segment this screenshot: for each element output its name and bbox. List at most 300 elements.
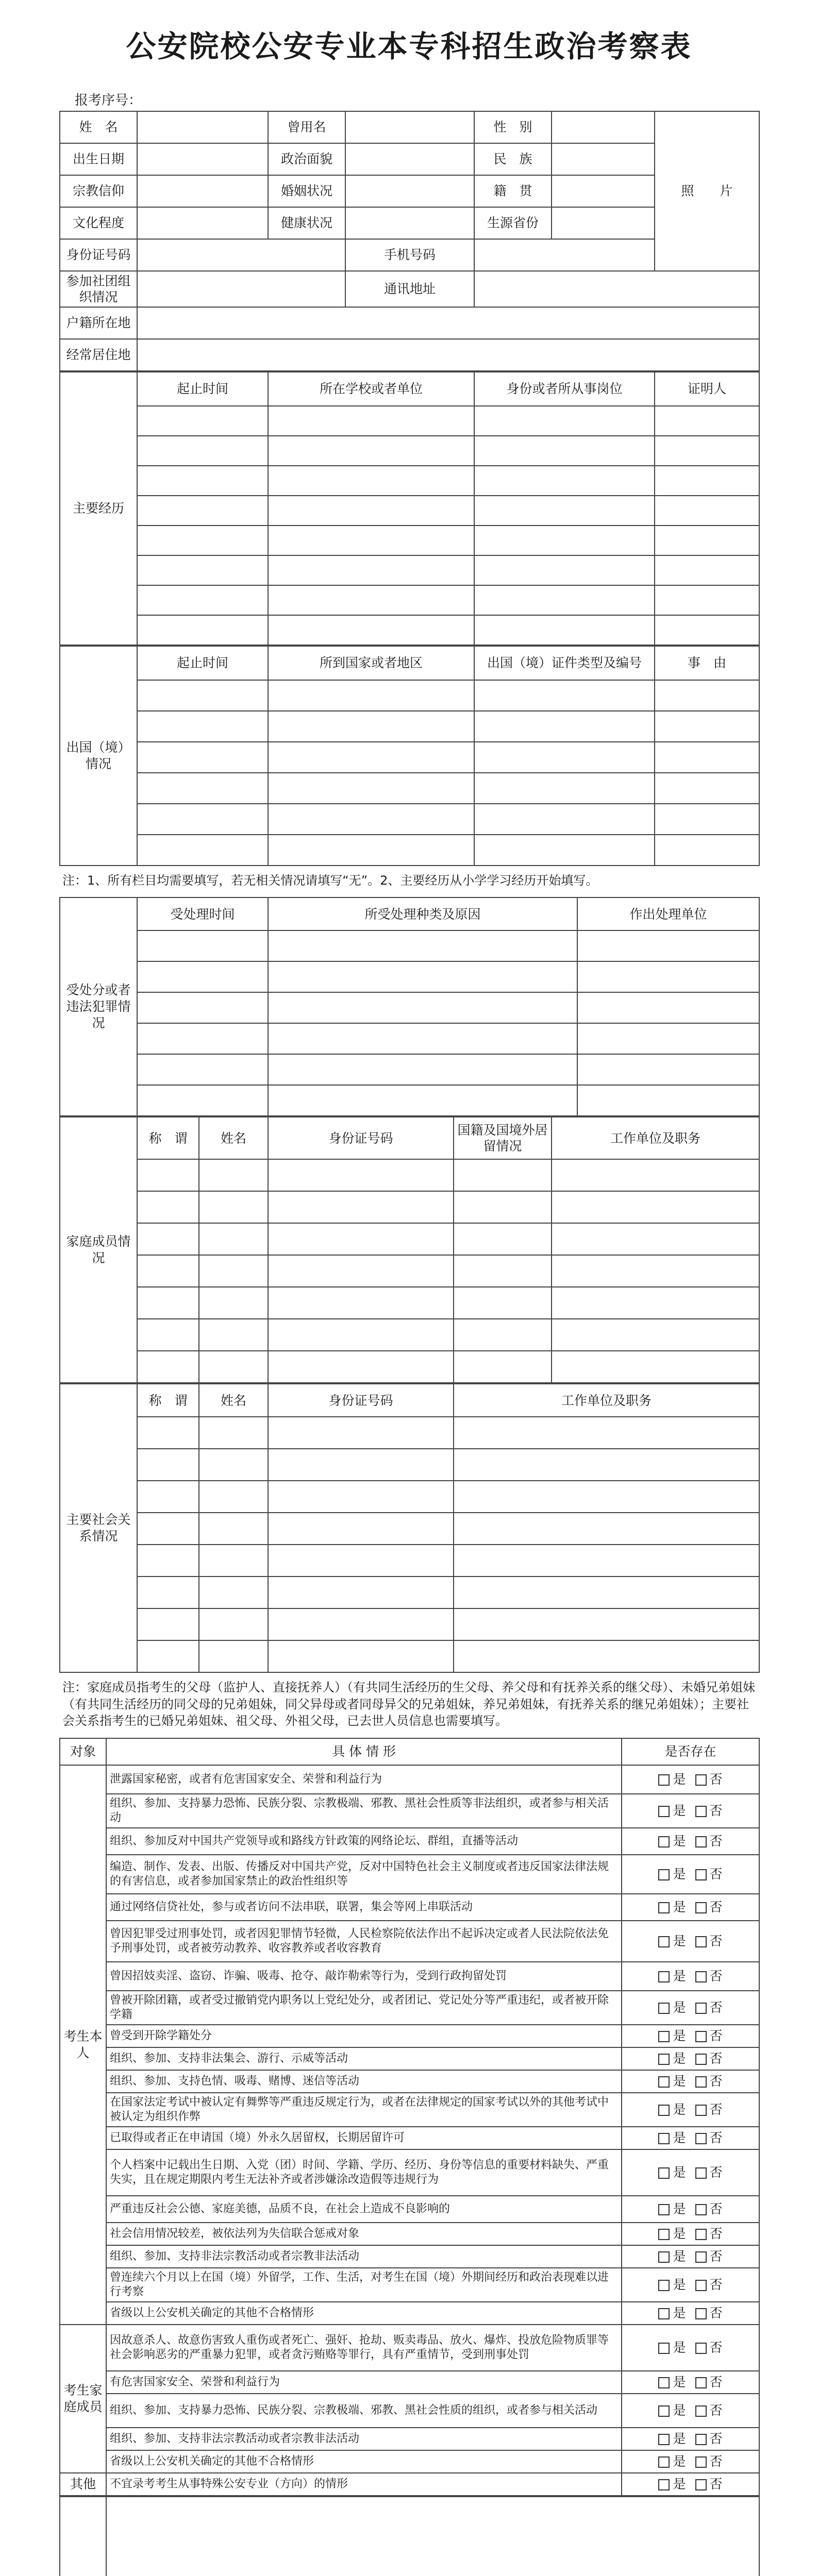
hukou-label: 户籍所在地 (60, 307, 137, 339)
social-cell[interactable] (137, 1449, 199, 1481)
no-checkbox[interactable] (695, 1936, 707, 1947)
punish-cell[interactable] (137, 930, 268, 961)
family-cell[interactable] (268, 1191, 454, 1223)
no-label: 否 (709, 1968, 723, 1984)
social-cell[interactable] (268, 1577, 454, 1608)
check-col-exists: 是否存在 (622, 1738, 759, 1765)
abroad-cell[interactable] (655, 804, 759, 835)
family-col-name: 姓名 (199, 1117, 268, 1159)
resume-cell[interactable] (137, 615, 268, 645)
yes-label: 是 (673, 1833, 686, 1849)
punish-cell[interactable] (137, 1085, 268, 1116)
no-label: 否 (709, 1833, 723, 1849)
abroad-cell[interactable] (474, 680, 655, 711)
family-cell[interactable] (454, 1223, 552, 1255)
family-label: 家庭成员情况 (60, 1117, 137, 1383)
social-cell[interactable] (268, 1417, 454, 1449)
yes-checkbox[interactable] (658, 2343, 670, 2354)
check-table (59, 1738, 760, 2496)
resume-cell[interactable] (137, 436, 268, 466)
id-number-label: 身份证号码 (60, 239, 137, 271)
no-checkbox[interactable] (695, 1806, 707, 1817)
no-label: 否 (709, 2476, 723, 2492)
yes-label: 是 (673, 1933, 686, 1948)
abroad-cell[interactable] (137, 835, 268, 866)
social-cell[interactable] (199, 1481, 268, 1513)
yes-label: 是 (673, 1803, 686, 1818)
remarks-table (59, 2496, 760, 2576)
social-cell[interactable] (268, 1513, 454, 1545)
family-cell[interactable] (268, 1287, 454, 1319)
yes-label: 是 (673, 1866, 686, 1882)
family-cell[interactable] (199, 1319, 268, 1351)
yes-label: 是 (673, 2073, 686, 2089)
social-cell[interactable] (454, 1513, 759, 1545)
social-cell[interactable] (199, 1608, 268, 1640)
family-cell[interactable] (552, 1351, 759, 1383)
punish-cell[interactable] (577, 961, 759, 992)
yes-checkbox[interactable] (658, 1774, 670, 1786)
yes-checkbox[interactable] (658, 2003, 670, 2014)
family-cell[interactable] (552, 1159, 759, 1191)
check-answer (622, 2394, 759, 2428)
social-cell[interactable] (268, 1608, 454, 1640)
no-checkbox[interactable] (695, 1869, 707, 1880)
no-checkbox[interactable] (695, 2003, 707, 2014)
abroad-cell[interactable] (268, 711, 474, 742)
no-checkbox[interactable] (695, 2076, 707, 2088)
yes-label: 是 (673, 1899, 686, 1914)
abroad-cell[interactable] (655, 835, 759, 866)
check-row (60, 1828, 759, 1855)
name-field[interactable] (137, 111, 268, 143)
abroad-cell[interactable] (137, 711, 268, 742)
yes-checkbox[interactable] (658, 1806, 670, 1817)
yes-checkbox[interactable] (658, 2076, 670, 2088)
family-cell[interactable] (137, 1287, 199, 1319)
abroad-cell[interactable] (655, 773, 759, 804)
resume-cell[interactable] (655, 615, 759, 645)
punish-cell[interactable] (268, 961, 577, 992)
no-checkbox[interactable] (695, 2343, 707, 2354)
no-label: 否 (709, 2305, 723, 2320)
social-cell[interactable] (137, 1417, 199, 1449)
yes-checkbox[interactable] (658, 2204, 670, 2215)
no-checkbox[interactable] (695, 2405, 707, 2417)
check-row (60, 2428, 759, 2450)
family-cell[interactable] (137, 1191, 199, 1223)
no-label: 否 (709, 2374, 723, 2389)
social-cell[interactable] (268, 1545, 454, 1577)
yes-checkbox[interactable] (658, 1936, 670, 1947)
family-cell[interactable] (199, 1255, 268, 1287)
origin-province-field[interactable] (552, 207, 655, 239)
check-item-text: 已取得或者正在申请国（境）外永久居留权，长期居留许可 (106, 2127, 622, 2149)
abroad-cell[interactable] (137, 773, 268, 804)
resume-cell[interactable] (268, 555, 474, 585)
family-cell[interactable] (268, 1159, 454, 1191)
family-cell[interactable] (454, 1159, 552, 1191)
punish-cell[interactable] (137, 992, 268, 1023)
punish-table (59, 897, 760, 1116)
resume-cell[interactable] (474, 406, 655, 436)
yes-checkbox[interactable] (658, 2054, 670, 2065)
resume-cell[interactable] (474, 585, 655, 615)
abroad-cell[interactable] (655, 711, 759, 742)
social-cell[interactable] (137, 1577, 199, 1608)
family-cell[interactable] (454, 1191, 552, 1223)
no-label: 否 (709, 2402, 723, 2418)
social-col-id: 身份证号码 (268, 1384, 454, 1417)
birth-date-field[interactable] (137, 143, 268, 175)
check-answer (622, 2450, 759, 2473)
abroad-cell[interactable] (474, 773, 655, 804)
check-answer (622, 2127, 759, 2149)
abroad-cell[interactable] (474, 742, 655, 773)
check-item-text: 组织、参加、支持色情、吸毒、赌博、迷信等活动 (106, 2070, 622, 2093)
no-label: 否 (709, 1866, 723, 1882)
check-answer (622, 1921, 759, 1962)
check-item-text: 有危害国家安全、荣誉和利益行为 (106, 2371, 622, 2394)
family-cell[interactable] (137, 1223, 199, 1255)
yes-checkbox[interactable] (658, 2434, 670, 2445)
family-cell[interactable] (268, 1223, 454, 1255)
resume-cell[interactable] (474, 436, 655, 466)
yes-checkbox[interactable] (658, 1836, 670, 1848)
check-row (60, 2127, 759, 2149)
check-answer (622, 1855, 759, 1894)
photo-box[interactable]: 照 片 (655, 111, 759, 271)
social-cell[interactable] (199, 1577, 268, 1608)
no-checkbox[interactable] (695, 2105, 707, 2116)
family-cell[interactable] (268, 1351, 454, 1383)
social-cell[interactable] (199, 1513, 268, 1545)
yes-label: 是 (673, 2248, 686, 2264)
resume-cell[interactable] (268, 436, 474, 466)
resume-cell[interactable] (137, 555, 268, 585)
resume-cell[interactable] (474, 496, 655, 526)
family-cell[interactable] (268, 1255, 454, 1287)
social-cell[interactable] (137, 1640, 199, 1672)
check-answer (622, 2473, 759, 2496)
yes-checkbox[interactable] (658, 1971, 670, 1982)
phone-field[interactable] (474, 239, 655, 271)
check-answer (622, 2149, 759, 2196)
no-checkbox[interactable] (695, 2251, 707, 2263)
abroad-cell[interactable] (137, 680, 268, 711)
resume-cell[interactable] (268, 585, 474, 615)
no-label: 否 (709, 2050, 723, 2066)
resume-cell[interactable] (268, 406, 474, 436)
no-label: 否 (709, 2340, 723, 2355)
remarks-field[interactable] (106, 2497, 759, 2576)
yes-label: 是 (673, 2164, 686, 2180)
family-cell[interactable] (454, 1319, 552, 1351)
abroad-cell[interactable] (268, 773, 474, 804)
no-checkbox[interactable] (695, 2167, 707, 2179)
family-col-id: 身份证号码 (268, 1117, 454, 1159)
social-cell[interactable] (199, 1640, 268, 1672)
resume-cell[interactable] (655, 555, 759, 585)
check-answer (622, 2047, 759, 2070)
check-col-situation: 具 体 情 形 (106, 1738, 622, 1765)
yes-label: 是 (673, 2050, 686, 2066)
check-row (60, 2223, 759, 2245)
no-checkbox[interactable] (695, 2434, 707, 2445)
resume-cell[interactable] (268, 526, 474, 555)
yes-label: 是 (673, 2374, 686, 2389)
health-field[interactable] (345, 207, 474, 239)
no-checkbox[interactable] (695, 2204, 707, 2215)
yes-label: 是 (673, 1771, 686, 1787)
family-cell[interactable] (137, 1319, 199, 1351)
resume-cell[interactable] (474, 466, 655, 496)
abroad-cell[interactable] (474, 711, 655, 742)
social-cell[interactable] (454, 1545, 759, 1577)
check-item-text: 编造、制作、发表、出版、传播反对中国共产党，反对中国特色社会主义制度或者违反国家法律法规的有害信息，或者参加国家禁止的政治性组织等 (106, 1855, 622, 1894)
resume-cell[interactable] (474, 526, 655, 555)
family-cell[interactable] (552, 1319, 759, 1351)
yes-label: 是 (673, 2226, 686, 2241)
check-answer (622, 2325, 759, 2371)
abroad-cell[interactable] (137, 804, 268, 835)
org-field[interactable] (137, 271, 345, 307)
yes-label: 是 (673, 2277, 686, 2292)
yes-checkbox[interactable] (658, 1869, 670, 1880)
check-row (60, 2394, 759, 2428)
resume-cell[interactable] (137, 466, 268, 496)
no-checkbox[interactable] (695, 1836, 707, 1848)
resume-cell[interactable] (137, 496, 268, 526)
family-cell[interactable] (552, 1287, 759, 1319)
political-field[interactable] (345, 143, 474, 175)
social-cell[interactable] (268, 1640, 454, 1672)
punish-cell[interactable] (577, 992, 759, 1023)
check-answer (622, 2025, 759, 2047)
no-checkbox[interactable] (695, 1971, 707, 1982)
check-answer (622, 1765, 759, 1794)
family-cell[interactable] (454, 1255, 552, 1287)
punish-cell[interactable] (577, 1085, 759, 1116)
no-checkbox[interactable] (695, 2479, 707, 2490)
family-cell[interactable] (199, 1351, 268, 1383)
abroad-col-doc: 出国（境）证件类型及编号 (474, 646, 655, 680)
family-cell[interactable] (552, 1223, 759, 1255)
social-cell[interactable] (454, 1577, 759, 1608)
social-cell[interactable] (454, 1449, 759, 1481)
social-cell[interactable] (137, 1481, 199, 1513)
yes-checkbox[interactable] (658, 2229, 670, 2240)
social-cell[interactable] (137, 1608, 199, 1640)
punish-col-type: 所受处理种类及原因 (268, 897, 577, 930)
former-name-label: 曾用名 (268, 111, 345, 143)
phone-label: 手机号码 (345, 239, 474, 271)
no-label: 否 (709, 2248, 723, 2264)
social-cell[interactable] (454, 1417, 759, 1449)
abroad-col-place: 所到国家或者地区 (268, 646, 474, 680)
family-cell[interactable] (199, 1159, 268, 1191)
resume-cell[interactable] (268, 466, 474, 496)
no-checkbox[interactable] (695, 1774, 707, 1786)
punish-cell[interactable] (137, 1023, 268, 1054)
family-cell[interactable] (199, 1287, 268, 1319)
resume-cell[interactable] (655, 585, 759, 615)
punish-cell[interactable] (268, 992, 577, 1023)
punish-cell[interactable] (137, 961, 268, 992)
check-answer (622, 2093, 759, 2127)
social-cell[interactable] (454, 1640, 759, 1672)
yes-checkbox[interactable] (658, 2167, 670, 2179)
check-answer (622, 1828, 759, 1855)
check-item-text: 在国家法定考试中被认定有舞弊等严重违反规定行为，或者在法律规定的国家考试以外的其他考试中被认定为组织作弊 (106, 2093, 622, 2127)
marital-field[interactable] (345, 175, 474, 207)
family-cell[interactable] (137, 1255, 199, 1287)
resume-col-school: 所在学校或者单位 (268, 372, 474, 406)
yes-checkbox[interactable] (658, 2405, 670, 2417)
resume-cell[interactable] (137, 585, 268, 615)
yes-checkbox[interactable] (658, 1902, 670, 1913)
punish-col-time: 受处理时间 (137, 897, 268, 930)
check-item-text: 严重违反社会公德、家庭美德，品质不良，在社会上造成不良影响的 (106, 2196, 622, 2223)
punish-cell[interactable] (268, 930, 577, 961)
punish-label: 受处分或者违法犯罪情况 (60, 897, 137, 1116)
social-cell[interactable] (454, 1481, 759, 1513)
yes-checkbox[interactable] (658, 2133, 670, 2144)
abroad-cell[interactable] (268, 680, 474, 711)
punish-cell[interactable] (137, 1054, 268, 1085)
abroad-cell[interactable] (268, 804, 474, 835)
abroad-cell[interactable] (655, 680, 759, 711)
former-name-field[interactable] (345, 111, 474, 143)
gender-field[interactable] (552, 111, 655, 143)
family-cell[interactable] (137, 1159, 199, 1191)
ethnicity-field[interactable] (552, 143, 655, 175)
check-row (60, 1921, 759, 1962)
no-checkbox[interactable] (695, 2229, 707, 2240)
family-cell[interactable] (454, 1287, 552, 1319)
social-col-work: 工作单位及职务 (454, 1384, 759, 1417)
yes-checkbox[interactable] (658, 2456, 670, 2468)
family-cell[interactable] (137, 1351, 199, 1383)
education-label: 文化程度 (60, 207, 137, 239)
check-row (60, 2268, 759, 2302)
social-cell[interactable] (199, 1417, 268, 1449)
resume-col-time: 起止时间 (137, 372, 268, 406)
punish-cell[interactable] (268, 1054, 577, 1085)
resume-cell[interactable] (268, 615, 474, 645)
no-checkbox[interactable] (695, 2280, 707, 2291)
punish-cell[interactable] (577, 1054, 759, 1085)
birth-date-label: 出生日期 (60, 143, 137, 175)
social-cell[interactable] (199, 1545, 268, 1577)
family-cell[interactable] (199, 1191, 268, 1223)
check-answer (622, 2268, 759, 2302)
family-cell[interactable] (199, 1223, 268, 1255)
yes-checkbox[interactable] (658, 2031, 670, 2042)
yes-checkbox[interactable] (658, 2105, 670, 2116)
family-cell[interactable] (552, 1255, 759, 1287)
resume-cell[interactable] (474, 615, 655, 645)
check-item-text: 泄露国家秘密，或者有危害国家安全、荣誉和利益行为 (106, 1765, 622, 1794)
social-cell[interactable] (454, 1608, 759, 1640)
education-field[interactable] (137, 207, 268, 239)
resume-cell[interactable] (655, 406, 759, 436)
yes-checkbox[interactable] (658, 2251, 670, 2263)
punish-cell[interactable] (268, 1023, 577, 1054)
yes-checkbox[interactable] (658, 2308, 670, 2319)
yes-checkbox[interactable] (658, 2479, 670, 2490)
yes-label: 是 (673, 2476, 686, 2492)
abroad-cell[interactable] (137, 742, 268, 773)
family-cell[interactable] (454, 1351, 552, 1383)
abroad-cell[interactable] (474, 835, 655, 866)
check-answer (622, 2428, 759, 2450)
hukou-field[interactable] (137, 307, 759, 339)
social-label: 主要社会关系情况 (60, 1384, 137, 1672)
social-cell[interactable] (268, 1481, 454, 1513)
no-checkbox[interactable] (695, 2031, 707, 2042)
social-cell[interactable] (268, 1449, 454, 1481)
family-table (59, 1116, 760, 1383)
yes-checkbox[interactable] (658, 2377, 670, 2388)
check-item-text: 组织、参加、支持暴力恐怖、民族分裂、宗教极端、邪教、黑社会性质等非法组织，或者参与相关活动 (106, 1794, 622, 1828)
religion-field[interactable] (137, 175, 268, 207)
punish-cell[interactable] (577, 930, 759, 961)
resume-cell[interactable] (137, 406, 268, 436)
resume-cell[interactable] (655, 466, 759, 496)
social-cell[interactable] (199, 1449, 268, 1481)
id-number-field[interactable] (137, 239, 345, 271)
no-label: 否 (709, 2431, 723, 2446)
residence-field[interactable] (137, 339, 759, 371)
check-row (60, 2196, 759, 2223)
no-label: 否 (709, 2028, 723, 2043)
no-checkbox[interactable] (695, 2456, 707, 2468)
check-row (60, 2325, 759, 2371)
abroad-cell[interactable] (268, 835, 474, 866)
yes-label: 是 (673, 2130, 686, 2145)
address-field[interactable] (474, 271, 759, 307)
resume-cell[interactable] (268, 496, 474, 526)
family-cell[interactable] (268, 1319, 454, 1351)
abroad-cell[interactable] (474, 804, 655, 835)
abroad-col-reason: 事 由 (655, 646, 759, 680)
no-checkbox[interactable] (695, 1902, 707, 1913)
check-answer (622, 1962, 759, 1991)
resume-cell[interactable] (655, 526, 759, 555)
resume-cell[interactable] (137, 526, 268, 555)
resume-cell[interactable] (655, 436, 759, 466)
yes-label: 是 (673, 2340, 686, 2355)
resume-cell[interactable] (474, 555, 655, 585)
abroad-cell[interactable] (655, 742, 759, 773)
family-cell[interactable] (552, 1191, 759, 1223)
social-cell[interactable] (137, 1545, 199, 1577)
no-checkbox[interactable] (695, 2054, 707, 2065)
no-label: 否 (709, 1771, 723, 1787)
no-checkbox[interactable] (695, 2308, 707, 2319)
yes-checkbox[interactable] (658, 2280, 670, 2291)
resume-cell[interactable] (655, 496, 759, 526)
no-checkbox[interactable] (695, 2377, 707, 2388)
abroad-cell[interactable] (268, 742, 474, 773)
punish-cell[interactable] (577, 1023, 759, 1054)
social-cell[interactable] (137, 1513, 199, 1545)
punish-cell[interactable] (268, 1085, 577, 1116)
no-label: 否 (709, 2073, 723, 2089)
no-checkbox[interactable] (695, 2133, 707, 2144)
native-place-field[interactable] (552, 175, 655, 207)
